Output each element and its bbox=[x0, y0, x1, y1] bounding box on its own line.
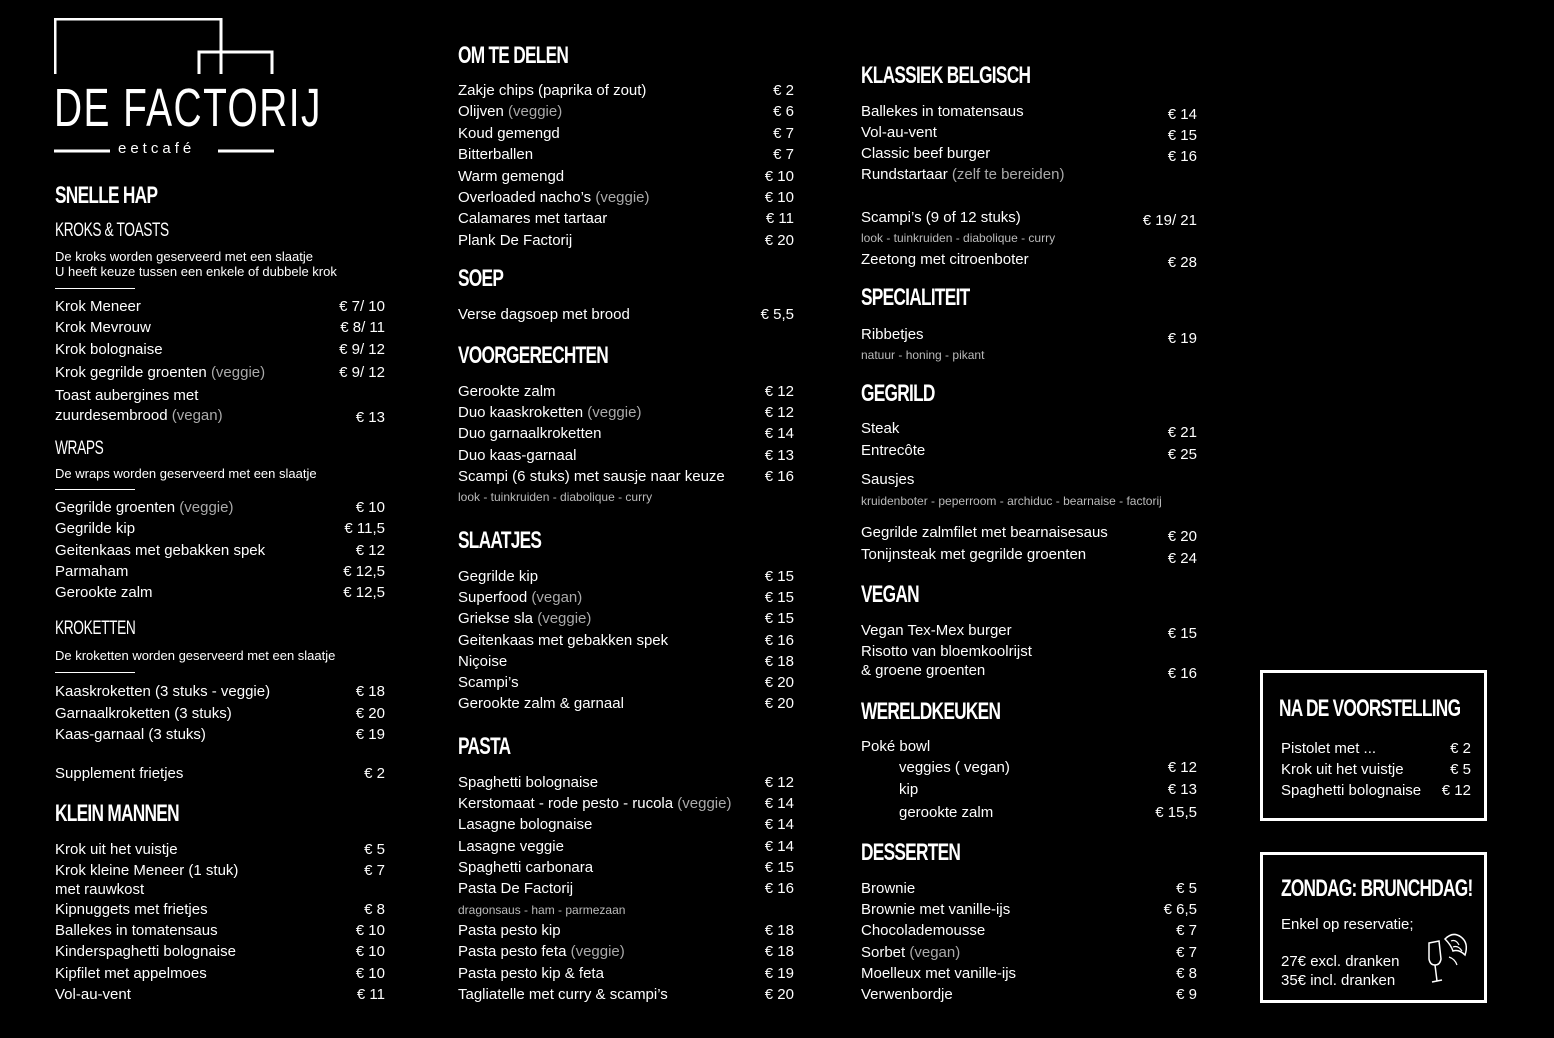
item-name: Niçoise bbox=[458, 653, 508, 670]
item-price: € 20 bbox=[355, 705, 385, 722]
section-title-om-te-delen: OM TE DELEN bbox=[458, 42, 569, 69]
item-subtext: look - tuinkruiden - diabolique - curry bbox=[861, 231, 1056, 245]
item-price: € 10 bbox=[355, 499, 385, 516]
item-name: Duo garnaalkroketten bbox=[458, 425, 602, 442]
section-title-klein-mannen: KLEIN MANNEN bbox=[55, 800, 179, 827]
menu-column-2 bbox=[458, 0, 794, 1038]
menu-column-3 bbox=[861, 0, 1197, 1038]
item-name: Duo kaaskroketten bbox=[458, 404, 584, 421]
item-price: € 19/ 21 bbox=[1142, 212, 1197, 229]
item-name: Krok Meneer bbox=[55, 298, 141, 315]
item-name: kip bbox=[899, 781, 919, 798]
item-price: € 5 bbox=[1450, 761, 1471, 778]
item-subtext: look - tuinkruiden - diabolique - curry bbox=[458, 490, 653, 504]
item-price: € 7/ 10 bbox=[339, 298, 385, 315]
item-name: Risotto van bloemkoolrijst bbox=[861, 643, 1032, 660]
item-name: Geitenkaas met gebakken spek bbox=[55, 542, 266, 559]
item-price: € 16 bbox=[764, 880, 794, 897]
item-name: Scampi (6 stuks) met sausje naar keuze bbox=[458, 468, 725, 485]
item-name: Krok kleine Meneer (1 stuk) bbox=[55, 862, 239, 879]
item-price: € 14 bbox=[764, 816, 794, 833]
item-price: € 20 bbox=[764, 232, 794, 249]
item-name: Scampi’s bbox=[458, 674, 519, 691]
item-name: Vegan Tex-Mex burger bbox=[861, 622, 1012, 639]
item-price: € 10 bbox=[355, 943, 385, 960]
item-tag: (veggie) bbox=[508, 103, 563, 120]
item-name: Krok Mevrouw bbox=[55, 319, 151, 336]
item-price: € 18 bbox=[764, 943, 794, 960]
item-price: € 20 bbox=[764, 674, 794, 691]
item-name: Gegrilde kip bbox=[55, 520, 136, 537]
item-subtext: natuur - honing - pikant bbox=[861, 348, 985, 362]
item-price: € 14 bbox=[1167, 106, 1197, 123]
item-name: Vol-au-vent bbox=[55, 986, 131, 1003]
item-name: Warm gemengd bbox=[458, 168, 565, 185]
item-price: € 5 bbox=[1176, 880, 1197, 897]
item-name: Ballekes in tomatensaus bbox=[861, 103, 1024, 120]
item-name: Krok gegrilde groenten bbox=[55, 364, 207, 381]
item-name: Koud gemengd bbox=[458, 125, 560, 142]
item-name: Kerstomaat - rode pesto - rucola bbox=[458, 795, 674, 812]
item-name: Gerookte zalm & garnaal bbox=[458, 695, 624, 712]
item-price: € 19 bbox=[1167, 330, 1197, 347]
section-title-gegrild: GEGRILD bbox=[861, 380, 935, 407]
section-title-specialiteit: SPECIALITEIT bbox=[861, 284, 970, 311]
item-name: Griekse sla bbox=[458, 610, 534, 627]
item-price: € 16 bbox=[764, 468, 794, 485]
item-price: € 8/ 11 bbox=[340, 319, 385, 336]
item-name: Ballekes in tomatensaus bbox=[55, 922, 218, 939]
item-price: € 7 bbox=[364, 862, 385, 879]
item-price: € 18 bbox=[355, 683, 385, 700]
item-tag: (zelf te bereiden) bbox=[951, 166, 1065, 183]
na-de-voorstelling-box bbox=[1260, 670, 1487, 821]
menu-column-1 bbox=[55, 0, 385, 1038]
item-price: € 12 bbox=[764, 404, 794, 421]
item-name: met rauwkost bbox=[55, 881, 145, 898]
item-name: Pasta pesto feta bbox=[458, 943, 567, 960]
item-price: € 6,5 bbox=[1163, 901, 1197, 918]
item-name: Toast aubergines met bbox=[55, 387, 199, 404]
section-title-slaatjes: SLAATJES bbox=[458, 527, 542, 554]
item-name: veggies ( vegan) bbox=[899, 759, 1010, 776]
item-name: Brownie met vanille-ijs bbox=[861, 901, 1011, 918]
item-tag: (veggie) bbox=[595, 189, 650, 206]
item-name: Scampi’s (9 of 12 stuks) bbox=[861, 209, 1021, 226]
champagne-croissant-icon bbox=[1423, 929, 1473, 987]
brunch-price-incl: 35€ incl. dranken bbox=[1281, 972, 1396, 989]
item-price: € 7 bbox=[1176, 944, 1197, 961]
section-title-pasta: PASTA bbox=[458, 733, 511, 760]
item-price: € 21 bbox=[1167, 424, 1197, 441]
item-price: € 10 bbox=[764, 168, 794, 185]
item-name: Brownie bbox=[861, 880, 916, 897]
item-tag: (veggie) bbox=[677, 795, 732, 812]
item-name: Duo kaas-garnaal bbox=[458, 447, 577, 464]
item-name: Moelleux met vanille-ijs bbox=[861, 965, 1017, 982]
item-subtext: dragonsaus - ham - parmezaan bbox=[458, 903, 626, 917]
item-price: € 10 bbox=[355, 922, 385, 939]
item-price: € 13 bbox=[1167, 781, 1197, 798]
item-price: € 14 bbox=[764, 795, 794, 812]
item-name: Geitenkaas met gebakken spek bbox=[458, 632, 669, 649]
item-price: € 9/ 12 bbox=[339, 341, 385, 358]
item-price: € 15,5 bbox=[1155, 804, 1197, 821]
item-name: Spaghetti bolognaise bbox=[458, 774, 599, 791]
item-name: Pasta pesto kip bbox=[458, 922, 561, 939]
item-price: € 20 bbox=[1167, 528, 1197, 545]
item-name: Superfood bbox=[458, 589, 528, 606]
item-price: € 24 bbox=[1167, 550, 1197, 567]
item-name: Kipfilet met appelmoes bbox=[55, 965, 207, 982]
brunch-price-excl: 27€ excl. dranken bbox=[1281, 953, 1400, 970]
item-price: € 19 bbox=[764, 965, 794, 982]
item-name: Zakje chips (paprika of zout) bbox=[458, 82, 647, 99]
item-name: Entrecôte bbox=[861, 442, 926, 459]
item-subtext: kruidenboter - peperroom - archiduc - bearnaise - factorij bbox=[861, 494, 1162, 508]
item-price: € 18 bbox=[764, 653, 794, 670]
item-tag: (veggie) bbox=[587, 404, 642, 421]
section-title-vegan: VEGAN bbox=[861, 581, 919, 608]
item-price: € 12 bbox=[764, 383, 794, 400]
item-price: € 7 bbox=[1176, 922, 1197, 939]
item-name: Steak bbox=[861, 420, 900, 437]
subsection-title-wraps: WRAPS bbox=[55, 438, 104, 459]
box-title: ZONDAG: BRUNCHDAG! bbox=[1281, 875, 1473, 902]
item-tag: (veggie) bbox=[179, 499, 234, 516]
item-name: Supplement frietjes bbox=[55, 765, 184, 782]
item-price: € 15 bbox=[1167, 127, 1197, 144]
item-name: Gerookte zalm bbox=[458, 383, 556, 400]
item-price: € 5,5 bbox=[760, 306, 794, 323]
item-price: € 8 bbox=[1176, 965, 1197, 982]
item-price: € 6 bbox=[773, 103, 794, 120]
kroks-note-1: De kroks worden geserveerd met een slaatje bbox=[55, 249, 313, 264]
item-name: Verwenbordje bbox=[861, 986, 953, 1003]
divider bbox=[55, 489, 135, 490]
item-name: Spaghetti bolognaise bbox=[1281, 782, 1422, 799]
item-name: Ribbetjes bbox=[861, 326, 924, 343]
item-price: € 8 bbox=[364, 901, 385, 918]
item-price: € 15 bbox=[764, 859, 794, 876]
item-tag: (veggie) bbox=[570, 943, 625, 960]
item-price: € 15 bbox=[764, 589, 794, 606]
item-name: Gegrilde kip bbox=[458, 568, 539, 585]
wraps-note: De wraps worden geserveerd met een slaatje bbox=[55, 466, 317, 481]
item-name: Gerookte zalm bbox=[55, 584, 153, 601]
item-name: gerookte zalm bbox=[899, 804, 994, 821]
section-title-desserten: DESSERTEN bbox=[861, 839, 961, 866]
item-price: € 5 bbox=[364, 841, 385, 858]
divider bbox=[55, 672, 135, 673]
item-price: € 2 bbox=[1450, 740, 1471, 757]
item-name: Parmaham bbox=[55, 563, 129, 580]
item-tag: (veggie) bbox=[537, 610, 592, 627]
subsection-title-kroketten: KROKETTEN bbox=[55, 618, 136, 639]
item-name: Poké bowl bbox=[861, 738, 931, 755]
kroks-note-2: U heeft keuze tussen een enkele of dubbele krok bbox=[55, 264, 337, 279]
logo-subtitle: eetcafé bbox=[118, 140, 196, 157]
item-name: Lasagne veggie bbox=[458, 838, 564, 855]
item-name: Vol-au-vent bbox=[861, 124, 937, 141]
item-price: € 11,5 bbox=[344, 520, 385, 537]
item-name: Calamares met tartaar bbox=[458, 210, 608, 227]
item-tag: (vegan) bbox=[171, 407, 223, 424]
item-name: Spaghetti carbonara bbox=[458, 859, 594, 876]
item-price: € 16 bbox=[1167, 148, 1197, 165]
item-name: & groene groenten bbox=[861, 662, 986, 679]
item-price: € 13 bbox=[355, 409, 385, 426]
item-price: € 15 bbox=[764, 610, 794, 627]
item-tag: (vegan) bbox=[531, 589, 583, 606]
item-price: € 28 bbox=[1167, 254, 1197, 271]
item-price: € 9 bbox=[1176, 986, 1197, 1003]
item-price: € 20 bbox=[764, 986, 794, 1003]
item-price: € 16 bbox=[764, 632, 794, 649]
brunch-note: Enkel op reservatie; bbox=[1281, 916, 1414, 933]
item-name: Pasta pesto kip & feta bbox=[458, 965, 604, 982]
item-name: Sorbet bbox=[861, 944, 906, 961]
item-name: Olijven bbox=[458, 103, 504, 120]
item-name: Kipnuggets met frietjes bbox=[55, 901, 208, 918]
item-name: Zeetong met citroenboter bbox=[861, 251, 1029, 268]
item-price: € 14 bbox=[764, 425, 794, 442]
item-name: Kaaskroketten (3 stuks - veggie) bbox=[55, 683, 271, 700]
item-name: Bitterballen bbox=[458, 146, 534, 163]
item-name: Kaas-garnaal (3 stuks) bbox=[55, 726, 206, 743]
item-price: € 2 bbox=[773, 82, 794, 99]
item-price: € 9/ 12 bbox=[339, 364, 385, 381]
item-price: € 20 bbox=[764, 695, 794, 712]
item-price: € 12,5 bbox=[343, 563, 385, 580]
section-title-klassiek-belgisch: KLASSIEK BELGISCH bbox=[861, 62, 1031, 89]
subsection-title-kroks: KROKS & TOASTS bbox=[55, 220, 169, 241]
item-name: Gegrilde zalmfilet met bearnaisesaus bbox=[861, 524, 1108, 541]
item-name: Overloaded nacho’s bbox=[458, 189, 592, 206]
item-name: Krok uit het vuistje bbox=[55, 841, 178, 858]
item-name: Tagliatelle met curry & scampi’s bbox=[458, 986, 668, 1003]
item-price: € 15 bbox=[1167, 625, 1197, 642]
item-price: € 7 bbox=[773, 125, 794, 142]
item-price: € 12 bbox=[1441, 782, 1471, 799]
item-name: Pasta De Factorij bbox=[458, 880, 574, 897]
item-name: Garnaalkroketten (3 stuks) bbox=[55, 705, 232, 722]
item-name: Krok uit het vuistje bbox=[1281, 761, 1404, 778]
item-price: € 15 bbox=[764, 568, 794, 585]
item-name: Chocolademousse bbox=[861, 922, 986, 939]
section-title-wereldkeuken: WERELDKEUKEN bbox=[861, 698, 1001, 725]
item-price: € 12 bbox=[764, 774, 794, 791]
item-price: € 12 bbox=[355, 542, 385, 559]
kroketten-note: De kroketten worden geserveerd met een slaatje bbox=[55, 648, 336, 663]
item-price: € 19 bbox=[355, 726, 385, 743]
item-price: € 14 bbox=[764, 838, 794, 855]
section-title-soep: SOEP bbox=[458, 265, 504, 292]
item-name: Gegrilde groenten bbox=[55, 499, 176, 516]
item-name: Classic beef burger bbox=[861, 145, 991, 162]
item-price: € 7 bbox=[773, 146, 794, 163]
item-name: Kinderspaghetti bolognaise bbox=[55, 943, 236, 960]
item-tag: (vegan) bbox=[909, 944, 961, 961]
item-name: Plank De Factorij bbox=[458, 232, 573, 249]
item-name: Krok bolognaise bbox=[55, 341, 163, 358]
item-price: € 11 bbox=[356, 986, 385, 1003]
item-name: Rundstartaar bbox=[861, 166, 948, 183]
item-tag: (veggie) bbox=[210, 364, 266, 381]
divider bbox=[55, 288, 135, 289]
item-name: Tonijnsteak met gegrilde groenten bbox=[861, 546, 1087, 563]
item-price: € 2 bbox=[364, 765, 385, 782]
item-name: Sausjes bbox=[861, 471, 915, 488]
item-name: Pistolet met ... bbox=[1281, 740, 1377, 757]
item-price: € 11 bbox=[765, 210, 794, 227]
item-price: € 18 bbox=[764, 922, 794, 939]
item-price: € 16 bbox=[1167, 665, 1197, 682]
brunch-box bbox=[1260, 852, 1487, 1003]
item-price: € 12,5 bbox=[343, 584, 385, 601]
box-title: NA DE VOORSTELLING bbox=[1279, 695, 1461, 722]
item-price: € 10 bbox=[355, 965, 385, 982]
logo-title: DE FACTORIJ bbox=[54, 78, 322, 138]
item-name: zuurdesembrood bbox=[55, 407, 168, 424]
item-name: Lasagne bolognaise bbox=[458, 816, 593, 833]
section-title-voorgerechten: VOORGERECHTEN bbox=[458, 342, 609, 369]
item-price: € 25 bbox=[1167, 446, 1197, 463]
item-price: € 12 bbox=[1167, 759, 1197, 776]
section-title-snelle-hap: SNELLE HAP bbox=[55, 182, 158, 209]
item-price: € 13 bbox=[764, 447, 794, 464]
item-name: Verse dagsoep met brood bbox=[458, 306, 630, 323]
item-price: € 10 bbox=[764, 189, 794, 206]
